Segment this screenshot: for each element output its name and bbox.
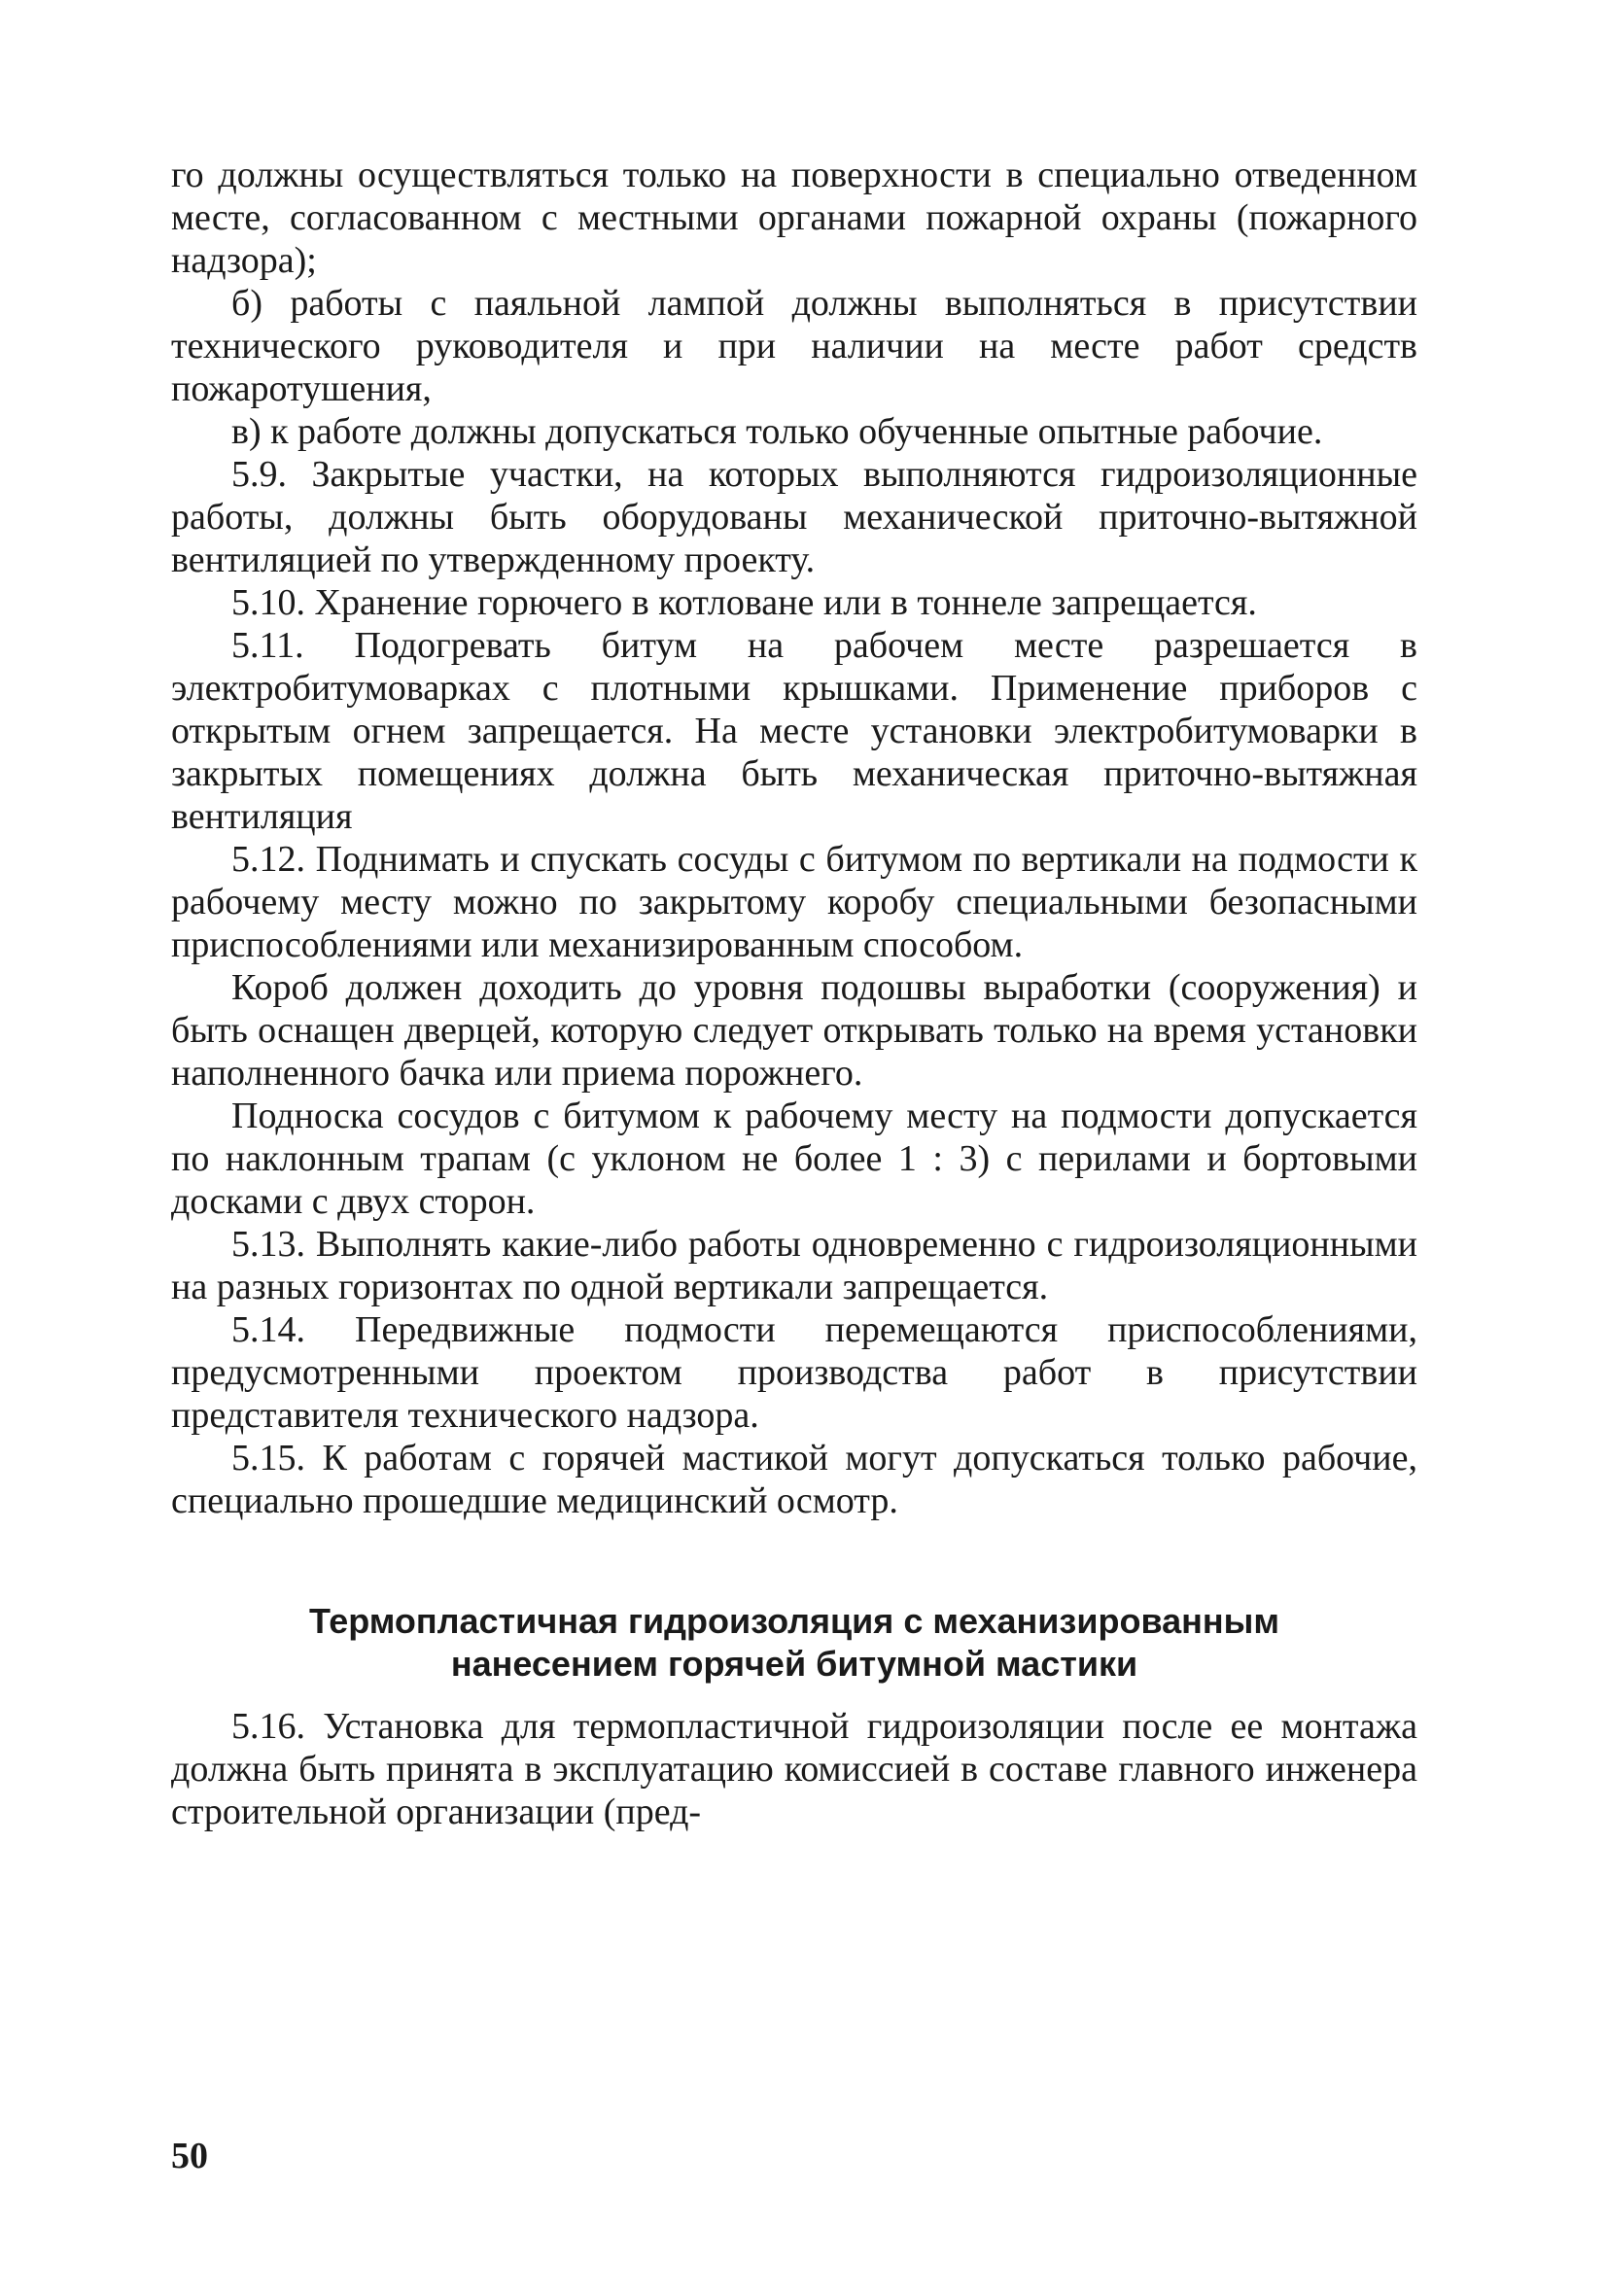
paragraph-item-v: в) к работе должны допускаться только обученные опытные рабочие. — [231, 411, 1323, 452]
paragraph-continuation: го должны осуществляться только на поверхности в специально отведенном месте, согласованном с местными органами пожарной охраны (пожарного надзора); — [171, 155, 1417, 281]
paragraph-5-9: 5.9. Закрытые участки, на которых выполняются гидроизоляционные работы, должны быть оборудованы механической приточно-вытяжной вентиляцией по утвержденному проекту. — [171, 454, 1417, 580]
section-heading: Термопластичная гидроизоляция с механизированным нанесением горячей битумной мастики — [309, 1601, 1279, 1684]
paragraph-korob: Короб должен доходить до уровня подошвы выработки (сооружения) и быть оснащен дверцей, которую следует открывать только на время установки наполненного бачка или приема порожнего. — [171, 967, 1417, 1094]
paragraph-5-15: 5.15. К работам с горячей мастикой могут допускаться только рабочие, специально прошедшие медицинский осмотр. — [171, 1438, 1417, 1521]
paragraph-5-13: 5.13. Выполнять какие-либо работы одновременно с гидроизоляционными на разных горизонтах по одной вертикали запрещается. — [171, 1224, 1417, 1307]
paragraph-5-12: 5.12. Поднимать и спускать сосуды с битумом по вертикали на подмости к рабочему месту можно по закрытому коробу специальными безопасными приспособлениями или механизированным способом. — [171, 839, 1417, 965]
paragraph-item-b: б) работы с паяльной лампой должны выполняться в присутствии технического руководителя и при наличии на месте работ средств пожаротушения, — [171, 283, 1417, 409]
body-text — [171, 154, 1417, 1833]
section-spacer — [171, 1522, 1417, 1600]
paragraph-5-16: 5.16. Установка для термопластичной гидроизоляции после ее монтажа должна быть принята в эксплуатацию комиссией в составе главного инженера строительной организации (пред- — [171, 1706, 1417, 1832]
paragraph-podnoska: Подноска сосудов с битумом к рабочему месту на подмости допускается по наклонным трапам (с уклоном не более 1 : 3) с перилами и бортовыми досками с двух сторон. — [171, 1096, 1417, 1222]
page-number: 50 — [171, 2136, 208, 2176]
paragraph-5-14: 5.14. Передвижные подмости перемещаются приспособлениями, предусмотренными проектом производства работ в присутствии представителя технического надзора. — [171, 1309, 1417, 1436]
paragraph-5-10: 5.10. Хранение горючего в котловане или в тоннеле запрещается. — [231, 582, 1257, 623]
paragraph-5-11: 5.11. Подогревать битум на рабочем месте разрешается в электробитумоварках с плотными крышками. Применение приборов с открытым огнем запрещается. На месте установки электробитумоварки в закрытых помещениях должна быть механическая приточно-вытяжная вентиляция — [171, 625, 1417, 837]
